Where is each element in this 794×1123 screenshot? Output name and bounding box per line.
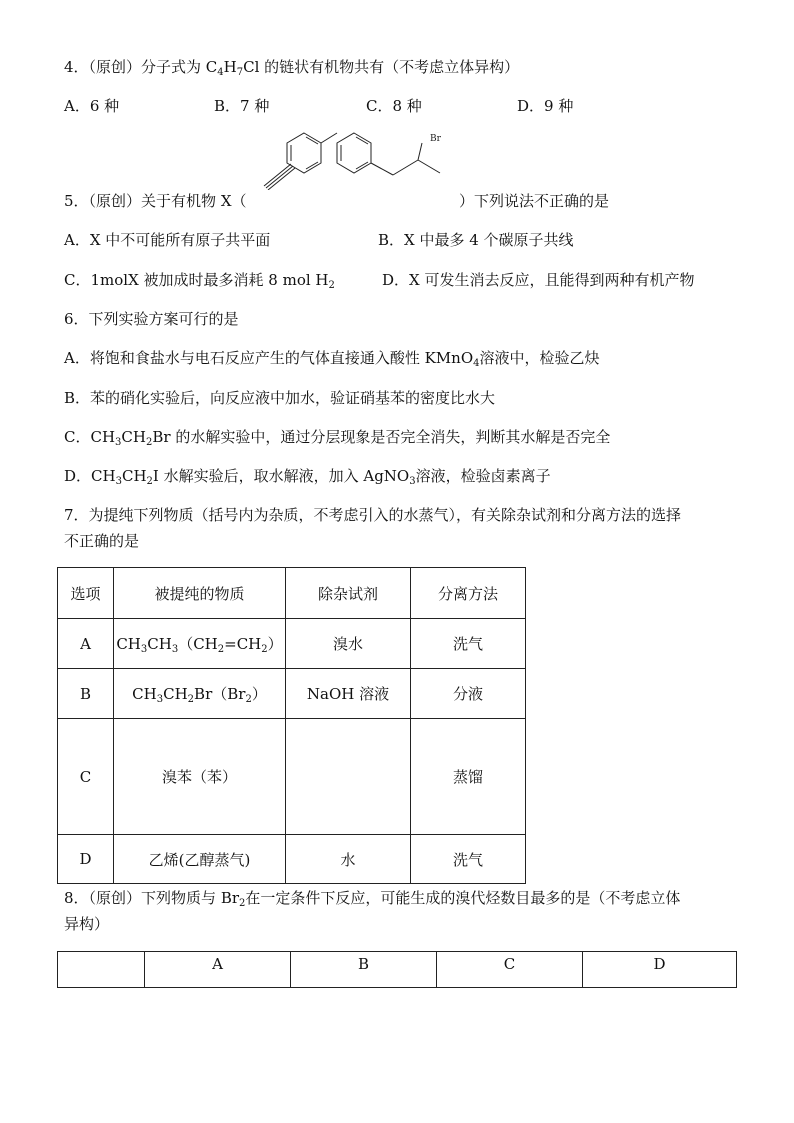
q7-sub: 3 xyxy=(171,644,179,655)
q6-option-a xyxy=(64,347,600,368)
q7-cell-method: 洗气 xyxy=(411,619,526,669)
q7-cell-text: CH xyxy=(147,635,172,653)
q8-table xyxy=(57,951,737,988)
q8-header-cell: D xyxy=(583,952,737,988)
q6-text: Br 的水解实验中，通过分层现象是否完全消失，判断其水解是否完全 xyxy=(152,428,611,446)
q8-header-cell: A xyxy=(145,952,291,988)
q8-header-row xyxy=(58,952,737,988)
q7-header-row xyxy=(58,568,526,619)
q7-header-cell: 选项 xyxy=(58,568,114,619)
q6-sub: 3 xyxy=(115,437,122,448)
q6-sub: 2 xyxy=(145,437,153,448)
q7-cell-option: D xyxy=(58,835,114,884)
q4-option-c: C．8 种 xyxy=(366,97,422,115)
q5-option-c-text: C．1molX 被加成时最多消耗 8 mol H xyxy=(64,271,329,289)
q6-option-c xyxy=(64,426,610,447)
q7-header-cell: 分离方法 xyxy=(411,568,526,619)
q7-sub: 2 xyxy=(261,644,268,655)
q7-cell-substance xyxy=(114,669,286,719)
q7-cell-substance xyxy=(114,619,286,669)
q7-cell-text: =CH xyxy=(224,635,262,653)
q7-sub: 2 xyxy=(245,694,252,705)
q5-option-b: B．X 中最多 4 个碳原子共线 xyxy=(378,231,574,249)
q6-text: C．CH xyxy=(64,428,116,446)
q7-cell-text: ） xyxy=(251,685,267,703)
q8-text: 在一定条件下反应，可能生成的溴代烃数目最多的是（不考虑立体 xyxy=(245,889,681,907)
q7-cell-text: CH xyxy=(132,685,157,703)
q7-cell-method: 蒸馏 xyxy=(411,719,526,835)
q6-text: I 水解实验后，取水解液，加入 AgNO xyxy=(152,467,410,485)
bromine-label: Br xyxy=(430,134,441,144)
q5-stem-right: ）下列说法不正确的是 xyxy=(459,192,610,210)
q7-cell-text: CH xyxy=(116,635,141,653)
q7-sub: 2 xyxy=(187,694,195,705)
q7-stem-line1: 7．为提纯下列物质（括号内为杂质，不考虑引入的水蒸气），有关除杂试剂和分离方法的选择 xyxy=(64,506,682,524)
table-row xyxy=(58,619,526,669)
q7-cell-option: A xyxy=(58,619,114,669)
q7-stem-line2: 不正确的是 xyxy=(64,532,140,550)
q8-text: 8．（原创）下列物质与 Br xyxy=(64,889,240,907)
q6-text: CH xyxy=(121,428,146,446)
q5-option-c xyxy=(64,269,335,290)
q4-stem-text: 4．（原创）分子式为 C xyxy=(64,58,218,76)
q6-stem: 6．下列实验方案可行的是 xyxy=(64,310,239,328)
q8-header-cell xyxy=(58,952,145,988)
q7-cell-reagent xyxy=(286,719,411,835)
q7-cell-text: ） xyxy=(267,635,283,653)
q4-stem-text: H xyxy=(223,58,237,76)
molecule-x-structure xyxy=(258,128,468,190)
q7-cell-text: CH xyxy=(163,685,188,703)
q7-cell-substance: 溴苯（苯） xyxy=(114,719,286,835)
q6-sub: 2 xyxy=(146,476,153,487)
q7-cell-reagent: 水 xyxy=(286,835,411,884)
table-row xyxy=(58,719,526,835)
q6-text: A．将饱和食盐水与电石反应产生的气体直接通入酸性 KMnO xyxy=(64,349,474,367)
q7-cell-option: C xyxy=(58,719,114,835)
table-row xyxy=(58,669,526,719)
q7-cell-option: B xyxy=(58,669,114,719)
q5-option-a: A．X 中不可能所有原子共平面 xyxy=(64,231,271,249)
q7-cell-method: 分液 xyxy=(411,669,526,719)
q6-option-b: B．苯的硝化实验后，向反应液中加水，验证硝基苯的密度比水大 xyxy=(64,389,496,407)
q4-option-b: B．7 种 xyxy=(214,97,270,115)
q6-text: 溶液中，检验乙炔 xyxy=(479,349,600,367)
q8-stem-line1 xyxy=(64,887,680,908)
q8-header-cell: C xyxy=(437,952,583,988)
q8-header-cell: B xyxy=(291,952,437,988)
q6-option-d xyxy=(64,465,551,486)
q4-option-a: A．6 种 xyxy=(64,97,120,115)
q7-sub: 3 xyxy=(156,694,164,705)
q8-sub: 2 xyxy=(239,898,246,909)
q6-sub: 3 xyxy=(115,476,122,487)
q6-text: D．CH xyxy=(64,467,116,485)
q4-option-d: D．9 种 xyxy=(517,97,574,115)
q5-sub: 2 xyxy=(328,280,335,291)
q6-text: 溶液，检验卤素离子 xyxy=(415,467,551,485)
table-row xyxy=(58,835,526,884)
q7-cell-substance: 乙烯(乙醇蒸气) xyxy=(114,835,286,884)
q7-cell-text: （CH xyxy=(178,635,218,653)
q7-header-cell: 被提纯的物质 xyxy=(114,568,286,619)
q7-table xyxy=(57,567,526,884)
q4-stem-text: Cl 的链状有机物共有（不考虑立体异构） xyxy=(243,58,520,76)
q7-header-cell: 除杂试剂 xyxy=(286,568,411,619)
q7-cell-reagent: NaOH 溶液 xyxy=(286,669,411,719)
q6-sub: 4 xyxy=(473,358,480,369)
q5-stem-left: 5．（原创）关于有机物 X（ xyxy=(64,192,247,210)
q4-sub: 7 xyxy=(236,67,244,78)
q4-sub: 4 xyxy=(217,67,224,78)
q7-cell-reagent: 溴水 xyxy=(286,619,411,669)
q7-sub: 3 xyxy=(140,644,148,655)
q7-sub: 2 xyxy=(217,644,225,655)
q6-sub: 3 xyxy=(409,476,416,487)
q4-stem xyxy=(64,56,519,77)
q7-cell-text: Br（Br xyxy=(194,685,246,703)
q6-text: CH xyxy=(121,467,147,485)
q8-stem-line2: 异构） xyxy=(64,915,110,933)
q7-cell-method: 洗气 xyxy=(411,835,526,884)
q5-option-d: D．X 可发生消去反应，且能得到两种有机产物 xyxy=(382,271,695,289)
